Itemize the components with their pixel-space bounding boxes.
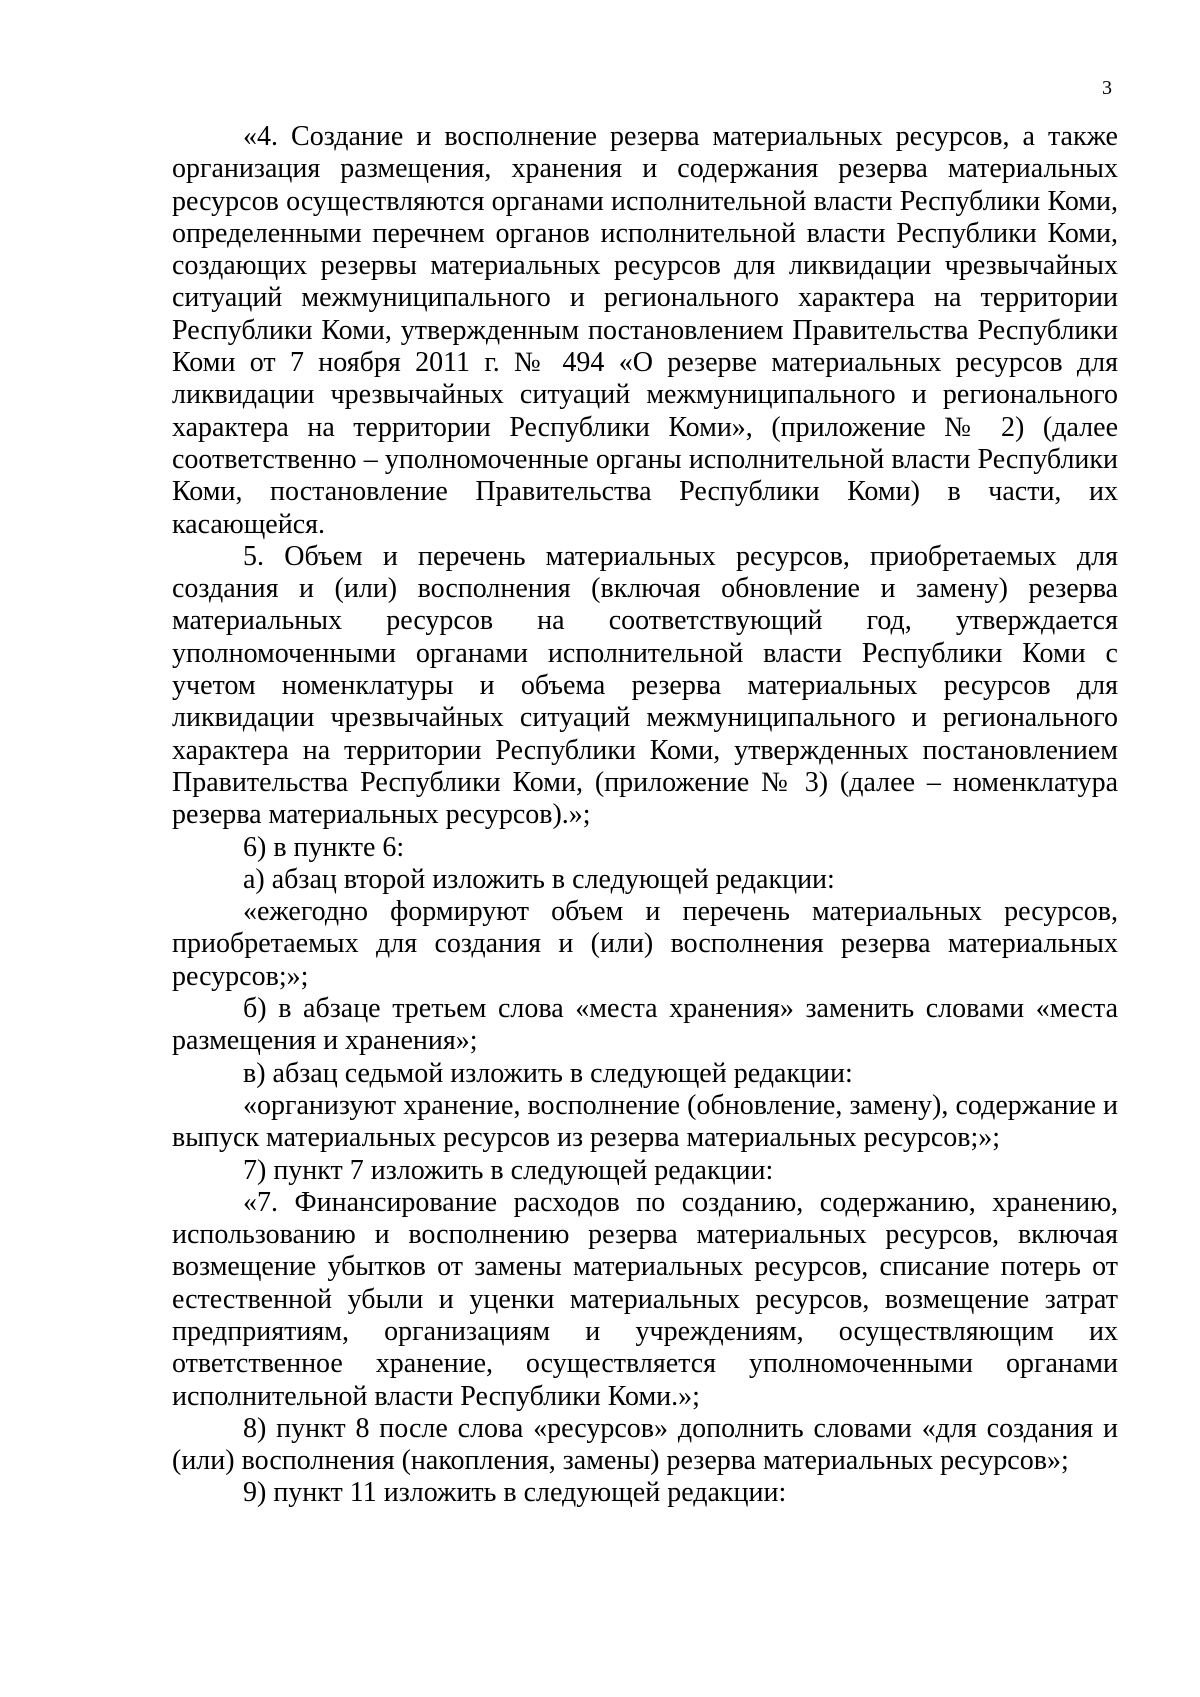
paragraph-4-creation-of-reserve: «4. Создание и восполнение резерва материальных ресурсов, а также организация размещения, хранения и содержания резерва материальных ресурсов осуществляются органами исполнительной власти Республики Коми, определенными перечнем органов исполнительной власти Республики Коми, создающих резервы материальных ресурсов для ликвидации чрезвычайных ситуаций межмуниципального и регионального характера на территории Республики Коми, утвержденным постановлением Правительства Республики Коми от 7 ноября 2011 г. № 494 «О резерве материальных ресурсов для ликвидации чрезвычайных ситуаций межмуниципального и регионального характера на территории Республики Коми», (приложение № 2) (далее соответственно – уполномоченные органы исполнительной власти Республики Коми, постановление Правительства Республики Коми) в части, их касающейся. bbox=[172, 121, 1118, 540]
amendment-item-7: 7) пункт 7 изложить в следующей редакции: bbox=[243, 1154, 774, 1186]
amendment-item-6v: в) абзац седьмой изложить в следующей редакции: bbox=[243, 1057, 853, 1089]
document-body bbox=[172, 121, 1118, 1510]
amendment-item-9: 9) пункт 11 изложить в следующей редакции: bbox=[243, 1477, 787, 1509]
paragraph-5-volume-and-list: 5. Объем и перечень материальных ресурсов, приобретаемых для создания и (или) восполнения (включая обновление и замену) резерва материальных ресурсов на соответствующий год, утверждается уполномоченными органами исполнительной власти Республики Коми с учетом номенклатуры и объема резерва материальных ресурсов для ликвидации чрезвычайных ситуаций межмуниципального и регионального характера на территории Республики Коми, утвержденных постановлением Правительства Республики Коми, (приложение № 3) (далее – номенклатура резерва материальных ресурсов).»; bbox=[172, 540, 1118, 831]
amendment-item-8: 8) пункт 8 после слова «ресурсов» дополнить словами «для создания и (или) восполнения (накопления, замены) резерва материальных ресурсов»; bbox=[172, 1412, 1118, 1477]
amendment-item-6a: а) абзац второй изложить в следующей редакции: bbox=[243, 863, 835, 895]
amendment-item-6a-text: «ежегодно формируют объем и перечень материальных ресурсов, приобретаемых для создания и (или) восполнения резерва материальных ресурсов;»; bbox=[172, 896, 1118, 992]
amendment-item-7-text: «7. Финансирование расходов по созданию, содержанию, хранению, использованию и восполнению резерва материальных ресурсов, включая возмещение убытков от замены материальных ресурсов, списание потерь от естественной убыли и уценки материальных ресурсов, возмещение затрат предприятиям, организациям и учреждениям, осуществляющим их ответственное хранение, осуществляется уполномоченными органами исполнительной власти Республики Коми.»; bbox=[172, 1186, 1118, 1412]
amendment-item-6: 6) в пункте 6: bbox=[243, 831, 405, 863]
page-number: 3 bbox=[1102, 77, 1112, 99]
amendment-item-6b: б) в абзаце третьем слова «места хранения» заменить словами «места размещения и хранения»; bbox=[172, 993, 1118, 1057]
amendment-item-6v-text: «организуют хранение, восполнение (обновление, замену), содержание и выпуск материальных ресурсов из резерва материальных ресурсов;»; bbox=[172, 1089, 1118, 1154]
